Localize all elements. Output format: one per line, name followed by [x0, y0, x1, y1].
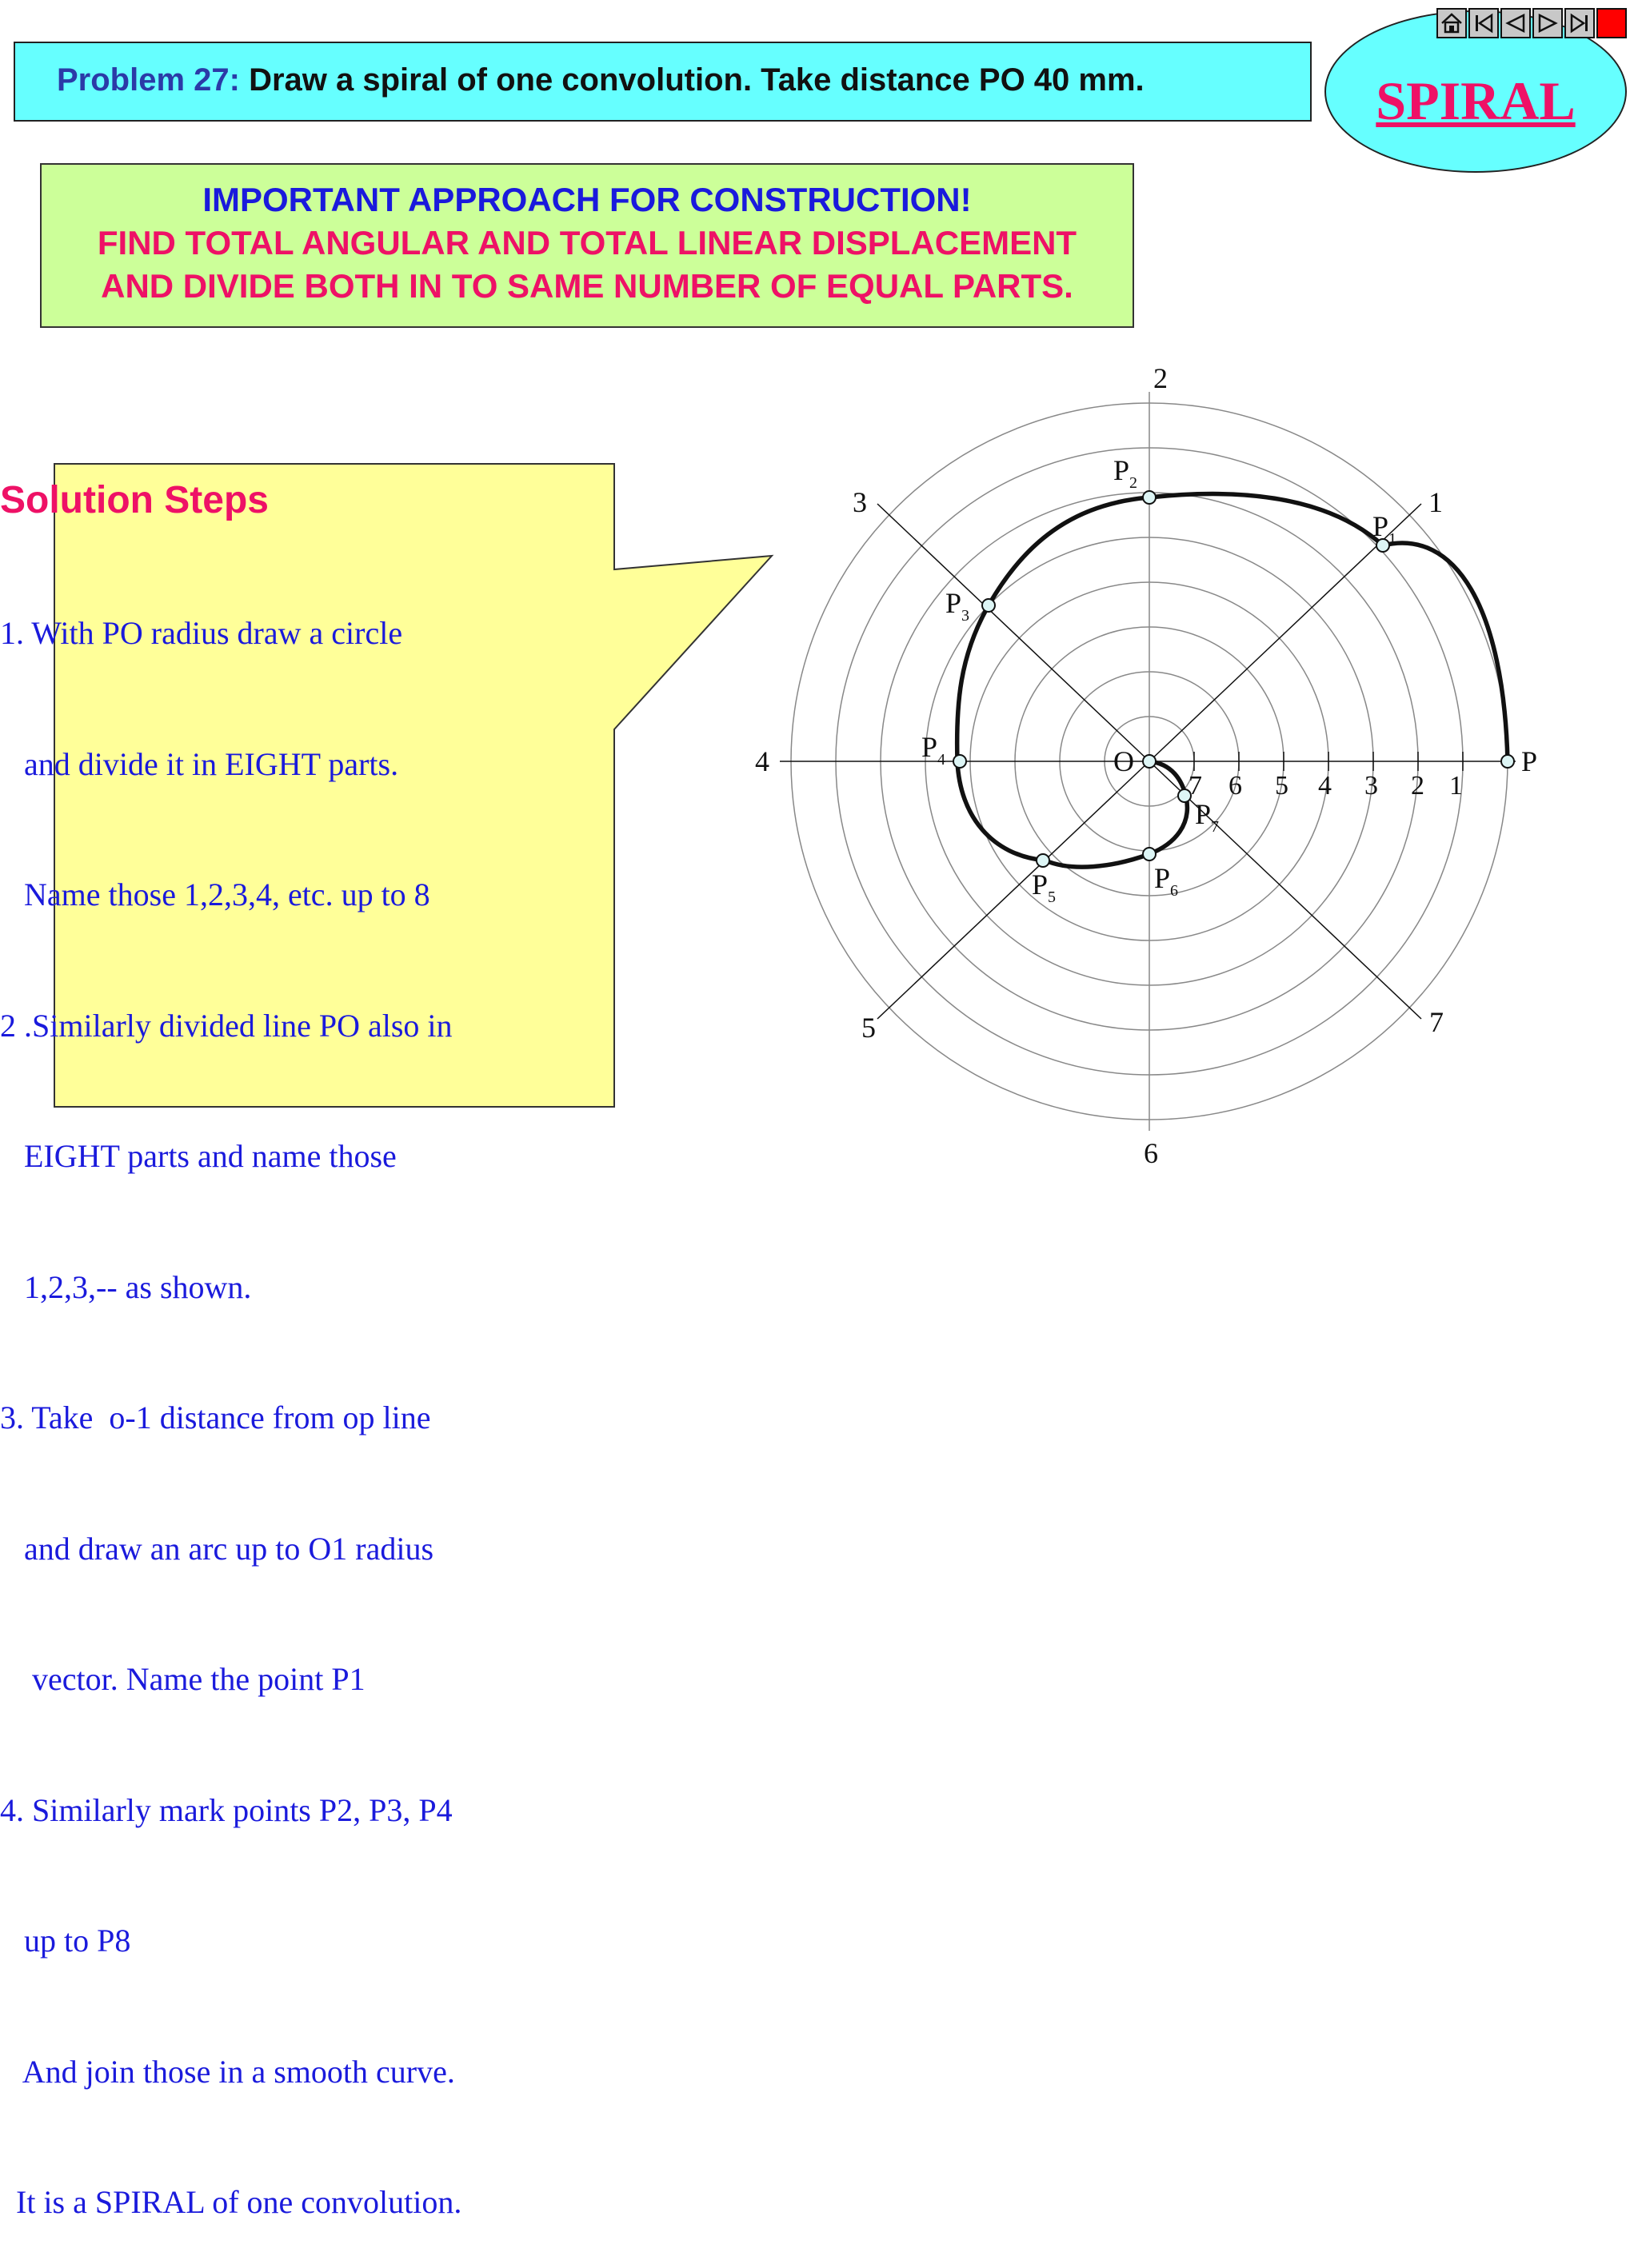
division-label: 2 — [1411, 771, 1424, 801]
point-label-p4 — [921, 731, 945, 769]
point-label-base: P — [1195, 798, 1212, 830]
radial-label-3: 3 — [853, 486, 867, 518]
point-label-subscript: 1 — [1388, 530, 1397, 548]
solution-heading: Solution Steps — [0, 479, 269, 521]
center-label: O — [1113, 745, 1134, 777]
division-label: 7 — [1189, 771, 1202, 801]
point-label-subscript: 5 — [1048, 888, 1057, 906]
step-line: 3. Take o-1 distance from op line — [0, 1400, 431, 1435]
approach-line-2: AND DIVIDE BOTH IN TO SAME NUMBER OF EQUAL PARTS. — [101, 267, 1073, 305]
step-line: 4. Similarly mark points P2, P3, P4 — [0, 1791, 453, 1828]
step-line: 2 .Similarly divided line PO also in — [0, 1007, 453, 1044]
point-label-base: P — [1032, 868, 1049, 900]
point-label-p5 — [1032, 868, 1056, 906]
point-label-subscript: 7 — [1211, 818, 1220, 836]
point-label-subscript: 3 — [961, 607, 970, 625]
problem-statement: Draw a spiral of one convolution. Take distance PO 40 mm. — [249, 62, 1145, 98]
radial-labels — [755, 362, 1444, 1169]
radial-label-2: 2 — [1153, 362, 1168, 394]
point-label-p2 — [1113, 454, 1137, 492]
point-label-p7 — [1195, 798, 1219, 836]
point-p3 — [982, 599, 995, 612]
step-line: up to P8 — [0, 1923, 131, 1959]
point-p5 — [1037, 854, 1049, 867]
radial-label-4: 4 — [755, 745, 769, 777]
point-p6 — [1143, 848, 1156, 860]
point-label-subscript: 6 — [1170, 882, 1179, 900]
point-p — [1501, 755, 1514, 768]
step-line: EIGHT parts and name those — [0, 1138, 397, 1174]
division-label: 6 — [1228, 771, 1242, 801]
division-label: 1 — [1449, 771, 1463, 801]
point-label-base: P — [945, 587, 962, 619]
point-p2 — [1143, 491, 1156, 504]
problem-number: Problem 27: — [57, 62, 240, 98]
radial-label-5: 5 — [861, 1012, 876, 1044]
point-label-base: P — [1113, 454, 1130, 486]
radial-label-1: 1 — [1428, 486, 1443, 518]
division-label: 5 — [1275, 771, 1288, 801]
step-line: vector. Name the point P1 — [0, 1661, 366, 1697]
point-label-base: P — [1372, 510, 1389, 542]
step-line: It is a SPIRAL of one convolution. — [0, 2184, 462, 2220]
division-label: 3 — [1364, 771, 1378, 801]
point-label-base: P — [1154, 862, 1171, 894]
step-line: 1. With PO radius draw a circle — [0, 615, 403, 651]
point-o — [1143, 755, 1156, 768]
point-label-p6 — [1154, 862, 1178, 900]
point-label-subscript: 2 — [1129, 474, 1138, 492]
step-line: and divide it in EIGHT parts. — [0, 745, 399, 782]
approach-line-1: FIND TOTAL ANGULAR AND TOTAL LINEAR DISPLACEMENT — [97, 224, 1077, 262]
step-line: and draw an arc up to O1 radius — [0, 1530, 434, 1567]
step-line: 1,2,3,-- as shown. — [0, 1268, 252, 1305]
spiral-curve — [957, 494, 1508, 868]
point-label-p1 — [1372, 510, 1396, 548]
point-p4 — [953, 755, 966, 768]
point-label-base: P — [921, 731, 938, 763]
approach-heading: IMPORTANT APPROACH FOR CONSTRUCTION! — [202, 181, 972, 218]
division-label: 4 — [1318, 771, 1332, 801]
step-line: Name those 1,2,3,4, etc. up to 8 — [0, 876, 430, 912]
point-label-subscript: 4 — [937, 751, 946, 769]
radial-label-6: 6 — [1144, 1137, 1158, 1169]
division-labels — [1189, 771, 1463, 801]
radial-label-7: 7 — [1429, 1006, 1444, 1038]
topic-label[interactable]: SPIRAL — [1376, 70, 1576, 131]
step-line: And join those in a smooth curve. — [0, 2053, 455, 2090]
start-point-label: P — [1521, 745, 1538, 777]
point-label-p3 — [945, 587, 969, 625]
